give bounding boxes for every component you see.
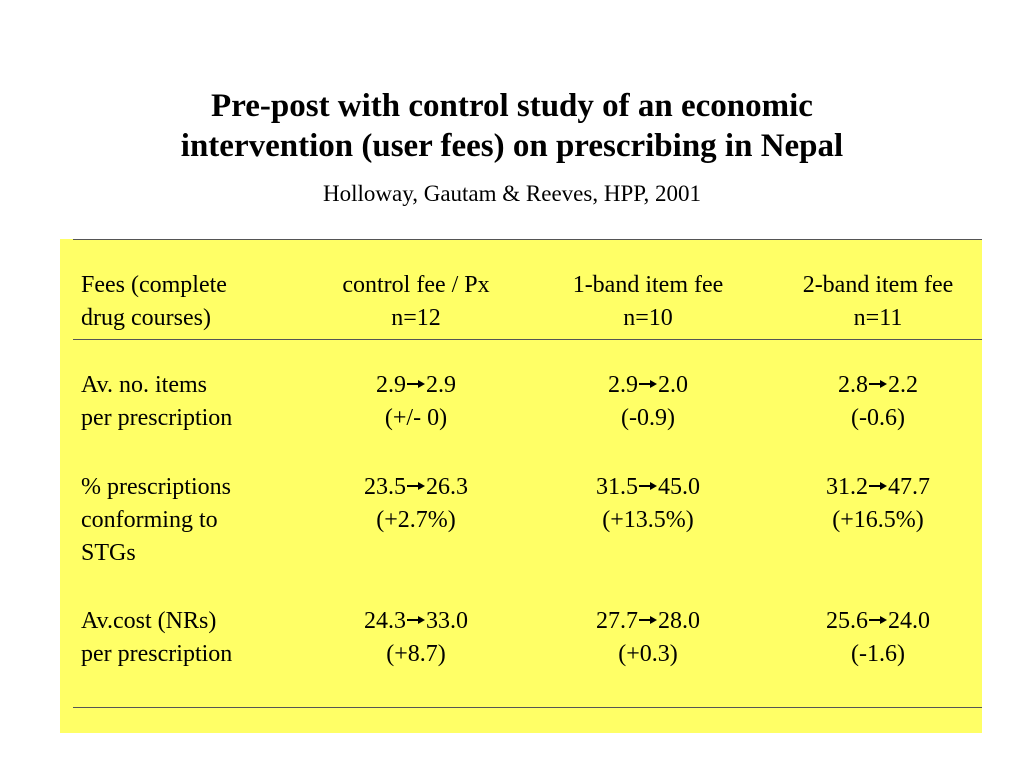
value-after: 33.0 [426, 608, 468, 634]
col-name: 2-band item fee [802, 272, 954, 298]
row-label-line: per prescription [81, 641, 233, 667]
value-change: (-0.6) [851, 405, 905, 431]
header-rule [73, 339, 982, 340]
value-before: 2.8 [838, 372, 868, 398]
col-name: 1-band item fee [572, 272, 724, 298]
slide-title [0, 86, 1024, 166]
row-label-line: conforming to [81, 507, 218, 533]
arrow-icon [639, 615, 657, 625]
value-change: (+8.7) [386, 641, 446, 667]
value-before: 25.6 [826, 608, 868, 634]
cell-items-1band [538, 369, 758, 435]
value-change: (-0.9) [621, 405, 675, 431]
value-before: 24.3 [364, 608, 406, 634]
col-name: control fee / Px [342, 272, 490, 298]
header-label-line-2: drug courses) [81, 305, 211, 331]
value-change: (-1.6) [851, 641, 905, 667]
cell-stg-control [306, 471, 526, 537]
row-label-line: % prescriptions [81, 474, 231, 500]
cell-cost-1band [538, 605, 758, 671]
cell-items-control [306, 369, 526, 435]
cell-stg-1band [538, 471, 758, 537]
arrow-icon [407, 481, 425, 491]
arrow-icon [407, 379, 425, 389]
value-before: 2.9 [376, 372, 406, 398]
row-label-stg [81, 471, 231, 570]
title-line-1: Pre-post with control study of an economic [211, 88, 813, 124]
value-change: (+2.7%) [376, 507, 456, 533]
value-before: 31.2 [826, 474, 868, 500]
value-after: 26.3 [426, 474, 468, 500]
col-n: n=10 [623, 305, 673, 331]
header-label-line-1: Fees (complete [81, 272, 227, 298]
value-before: 23.5 [364, 474, 406, 500]
header-col-1band [538, 269, 758, 335]
row-label-line: Av.cost (NRs) [81, 608, 217, 634]
arrow-icon [869, 481, 887, 491]
value-after: 2.0 [658, 372, 688, 398]
row-label-cost [81, 605, 232, 671]
value-after: 2.2 [888, 372, 918, 398]
value-after: 24.0 [888, 608, 930, 634]
cell-items-2band [768, 369, 988, 435]
cell-cost-2band [768, 605, 988, 671]
value-change: (+13.5%) [602, 507, 694, 533]
row-label-line: Av. no. items [81, 372, 207, 398]
title-line-2: intervention (user fees) on prescribing in Nepal [180, 128, 844, 164]
arrow-icon [639, 481, 657, 491]
row-label-line: per prescription [81, 405, 233, 431]
results-table [60, 239, 982, 733]
arrow-icon [869, 615, 887, 625]
citation: Holloway, Gautam & Reeves, HPP, 2001 [323, 181, 701, 206]
value-before: 2.9 [608, 372, 638, 398]
row-label-items [81, 369, 232, 435]
value-after: 45.0 [658, 474, 700, 500]
col-n: n=11 [853, 305, 903, 331]
cell-stg-2band [768, 471, 988, 537]
value-change: (+16.5%) [832, 507, 924, 533]
header-col-2band [768, 269, 988, 335]
header-col-control [306, 269, 526, 335]
arrow-icon [639, 379, 657, 389]
value-change: (+0.3) [618, 641, 678, 667]
table-bottom-rule [73, 707, 982, 708]
arrow-icon [869, 379, 887, 389]
value-after: 2.9 [426, 372, 456, 398]
value-after: 47.7 [888, 474, 930, 500]
value-before: 27.7 [596, 608, 638, 634]
header-label [81, 269, 227, 335]
value-before: 31.5 [596, 474, 638, 500]
cell-cost-control [306, 605, 526, 671]
arrow-icon [407, 615, 425, 625]
col-n: n=12 [391, 305, 441, 331]
table-top-rule [73, 239, 982, 240]
row-label-line: STGs [81, 540, 136, 566]
value-change: (+/- 0) [384, 405, 448, 431]
value-after: 28.0 [658, 608, 700, 634]
